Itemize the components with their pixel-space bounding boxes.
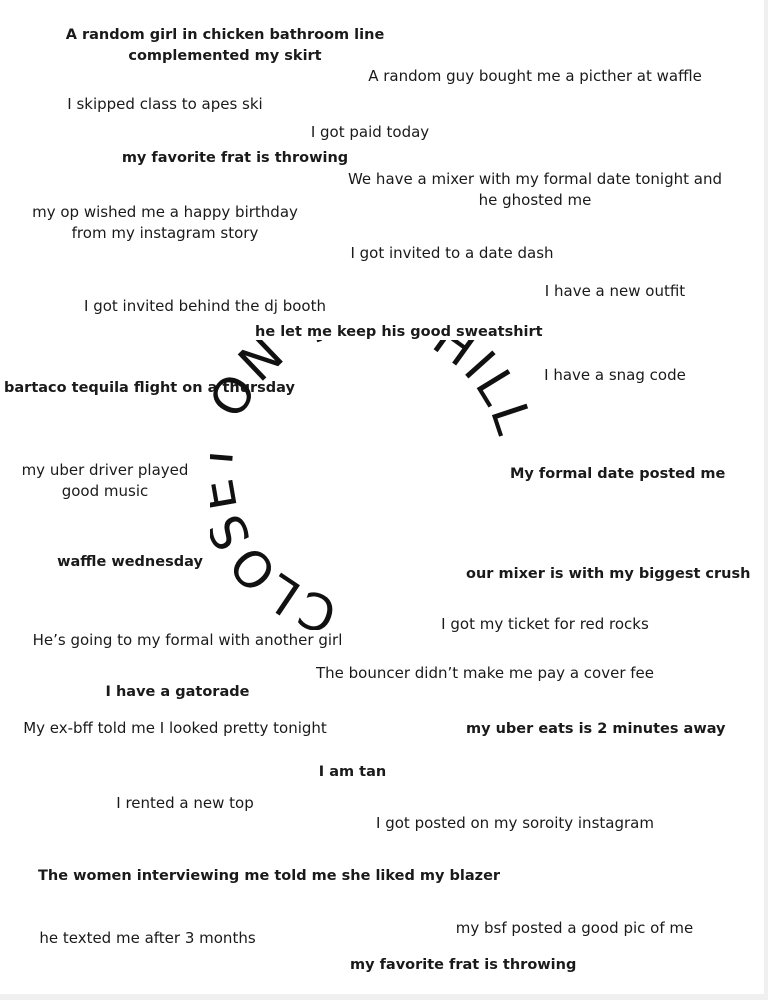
phrase-apes-ski: I skipped class to apes ski (67, 95, 263, 113)
phrase-chicken-line: A random girl in chicken bathroom line complemented my skirt (65, 27, 385, 64)
phrase-red-rocks: I got my ticket for red rocks (441, 615, 649, 633)
phrase-got-paid: I got paid today (310, 123, 430, 141)
circular-title (210, 340, 540, 630)
phrase-bartaco: bartaco tequila flight on a thursday (4, 380, 295, 396)
phrase-bsf-pic: my bsf posted a good pic of me (455, 919, 694, 937)
phrase-pitcher: A random guy bought me a picther at waffle (368, 67, 702, 85)
phrase-new-top: I rented a new top (116, 794, 254, 812)
phrase-op-birthday: my op wished me a happy birthday from my instagram story (32, 203, 298, 242)
phrase-waffle-wednesday: waffle wednesday (57, 554, 203, 570)
phrase-frat-throwing-bottom: my favorite frat is throwing (350, 957, 577, 973)
phrase-blazer: The women interviewing me told me she liked my blazer (38, 868, 501, 884)
phrase-texted-after: he texted me after 3 months (39, 929, 256, 947)
phrase-ex-bff: My ex-bff told me I looked pretty tonight (23, 719, 327, 737)
phrase-soroity-instagram: I got posted on my soroity instagram (376, 814, 654, 832)
circular-title-graphic (210, 340, 540, 630)
phrase-mixer-ghosted: We have a mixer with my formal date tonight and he ghosted me (347, 170, 722, 209)
phrase-snag-code: I have a snag code (544, 366, 686, 384)
phrase-uber-music: my uber driver played good music (21, 461, 189, 500)
phrase-new-outfit: I have a new outfit (544, 282, 686, 300)
circular-title-text (210, 340, 540, 630)
phrase-dj-booth: I got invited behind the dj booth (84, 297, 326, 315)
phrase-gatorade: I have a gatorade (105, 684, 250, 700)
phrase-formal-posted: My formal date posted me (510, 466, 726, 482)
circular-title-path-text: CLO N HILL (216, 340, 540, 630)
phrase-frat-throwing: my favorite frat is throwing (121, 150, 349, 166)
phrase-formal-another-girl: He’s going to my formal with another girl (32, 631, 343, 649)
phrase-date-dash: I got invited to a date dash (350, 244, 554, 262)
phrase-biggest-crush: our mixer is with my biggest crush (466, 566, 751, 582)
phrase-sweatshirt: he let me keep his good sweatshirt (255, 324, 543, 340)
phrase-uber-eats: my uber eats is 2 minutes away (466, 721, 726, 737)
phrase-tan: I am tan (318, 764, 387, 780)
phrase-cover-fee: The bouncer didn’t make me pay a cover fee (315, 664, 654, 682)
